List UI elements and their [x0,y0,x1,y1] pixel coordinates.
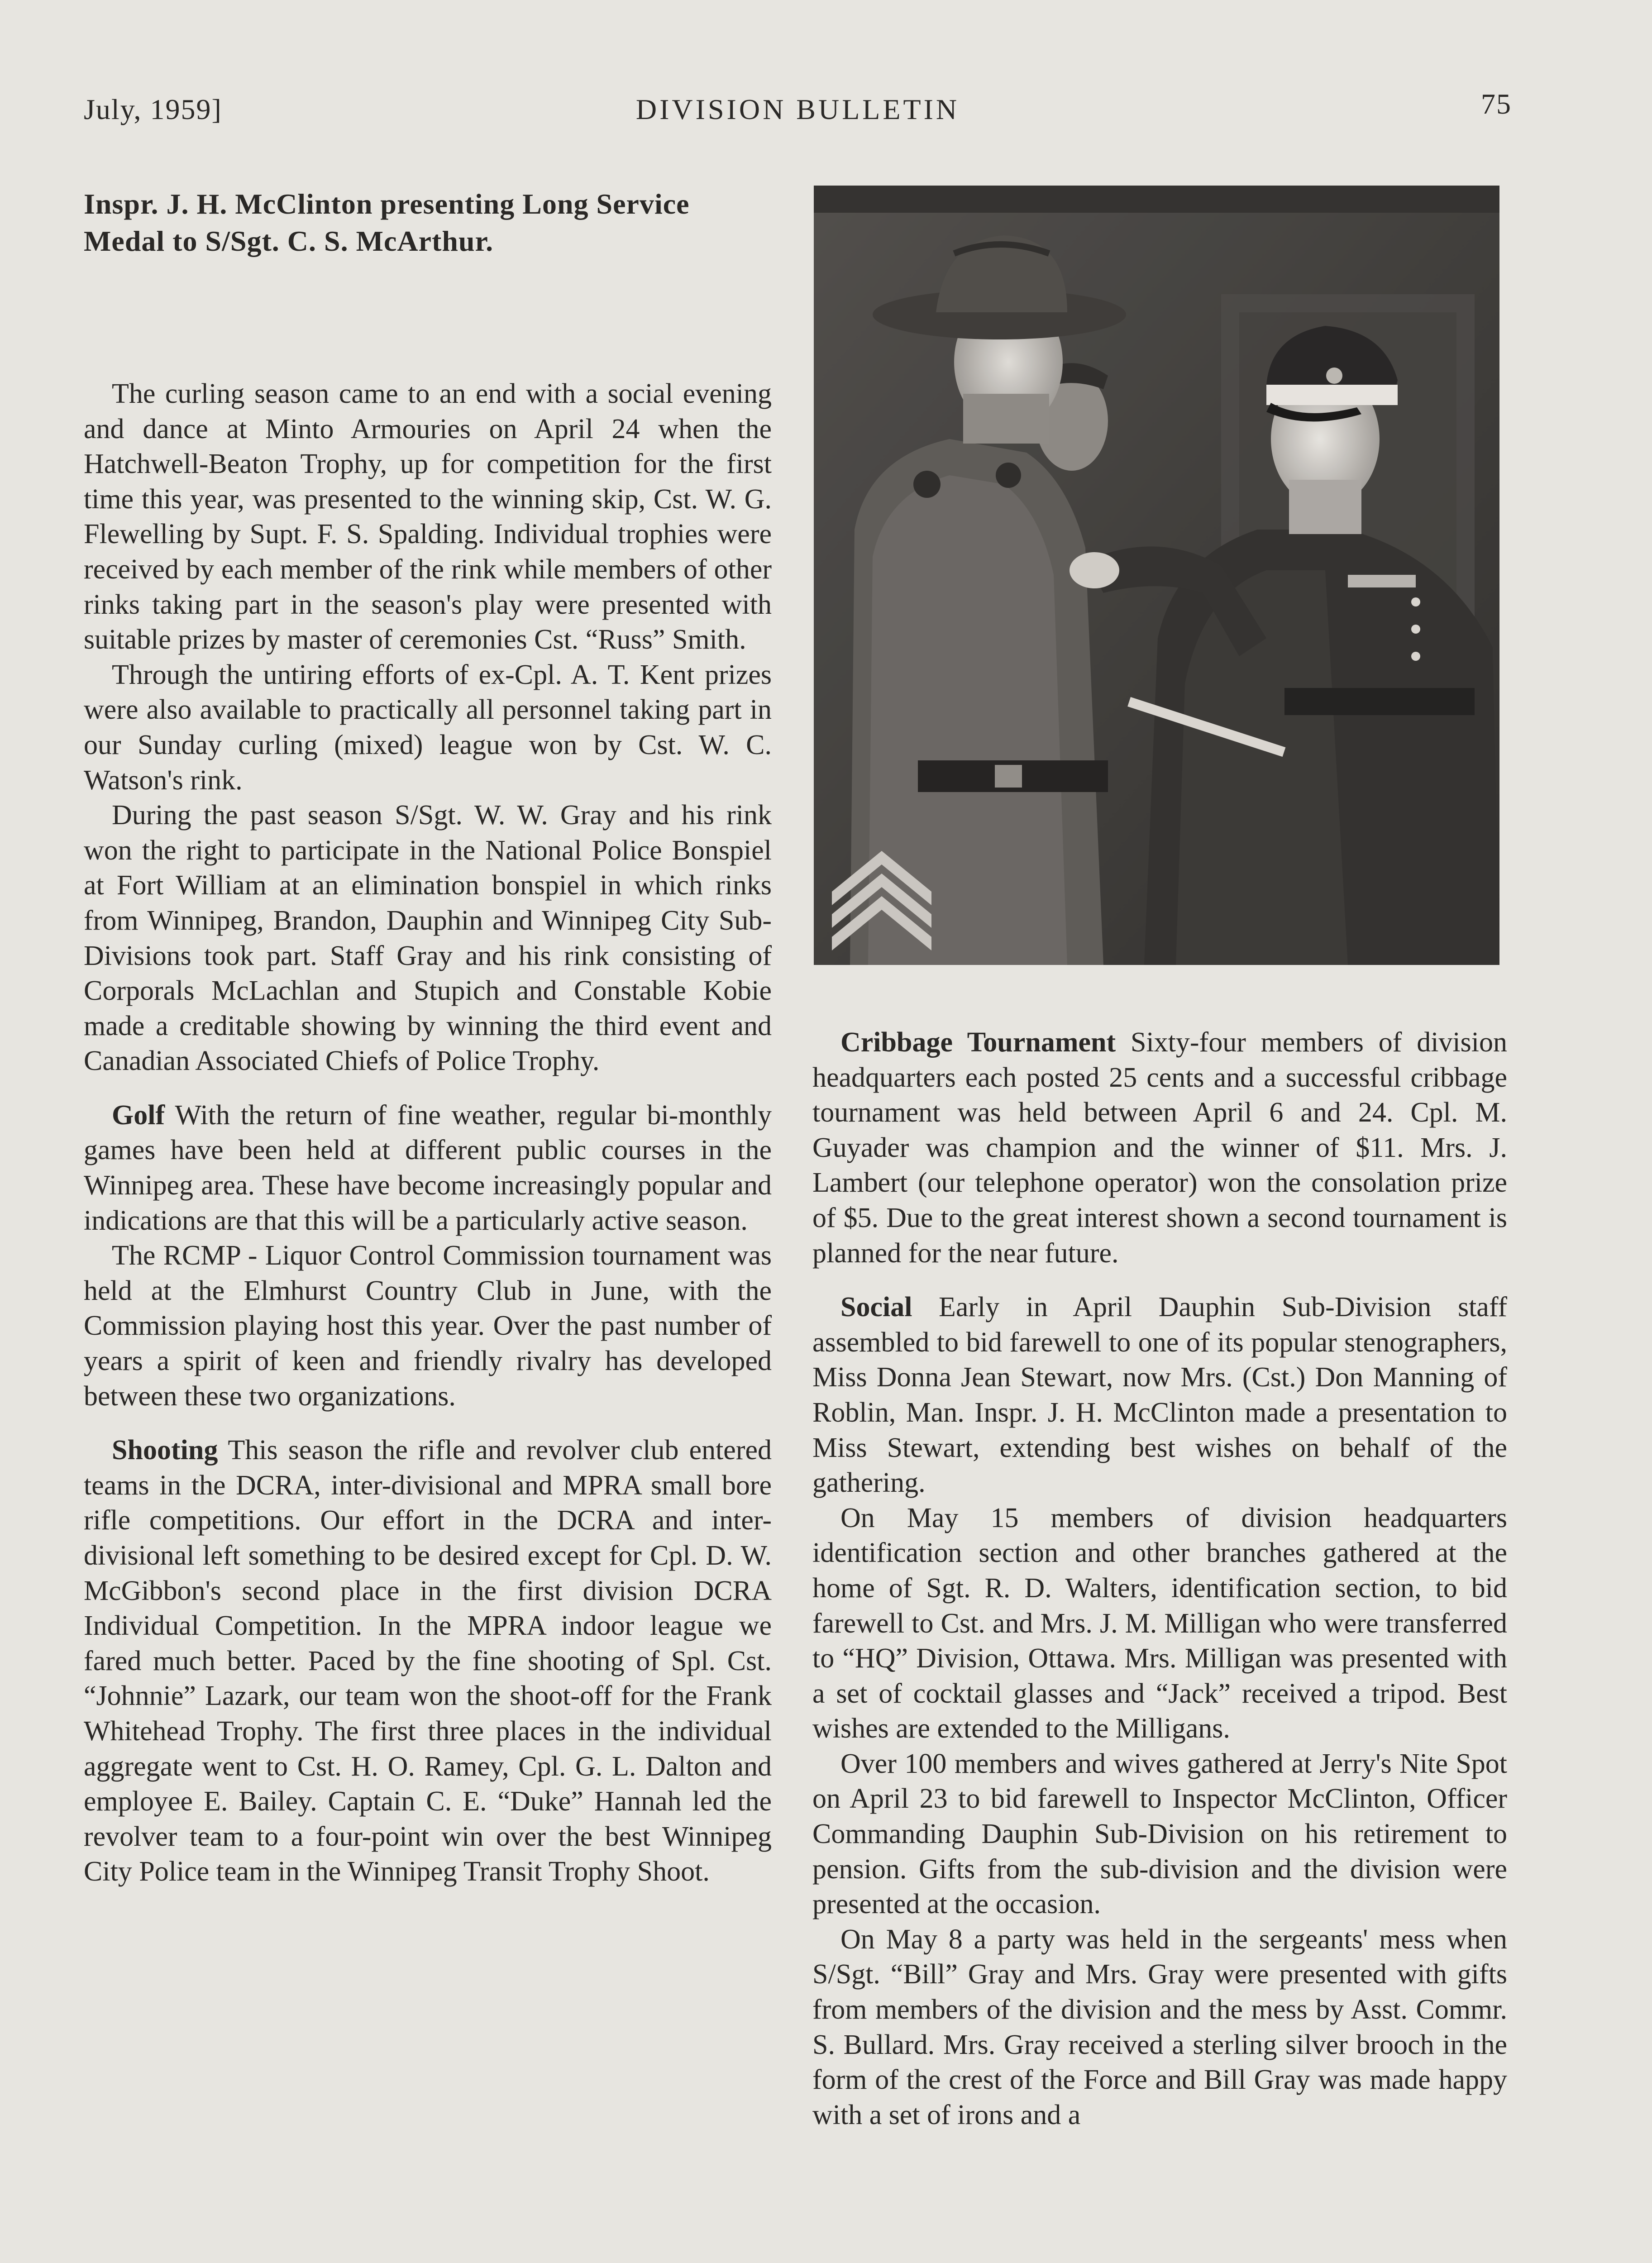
golf-section [84,1098,772,1238]
photo-illustration [814,186,1499,965]
page-number: 75 [1481,88,1512,120]
cribbage-heading: Cribbage Tournament [840,1027,1116,1058]
rcmp-lcc-paragraph: The RCMP - Liquor Control Commission tournament was held at the Elmhurst Country Club in June, with the Commission playing host this year. Over the past number of years a spirit of keen and friendly rivalry has developed between these two organizations. [84,1240,772,1412]
medal-presentation-photo [814,186,1499,965]
issue-date: July, 1959] [84,93,222,125]
shooting-section [84,1433,772,1890]
left-column [84,377,772,1890]
publication-title: DIVISION BULLETIN [635,93,960,125]
social-text: Early in April Dauphin Sub-Division staff assembled to bid farewell to one of its popular stenographers, Miss Donna Jean Stewart, now Mrs. (Cst.) Don Manning of Roblin, Man. Inspr. J. H. McClinton made a presentation to Miss Stewart, extending best wishes on behalf of the gathering. [812,1292,1507,1499]
golf-text: With the return of fine weather, regular bi-monthly games have been held at different public courses in the Winnipeg area. These have become increasingly popular and indications are that this will be a particularly active season. [84,1099,772,1236]
milligan-paragraph: On May 15 members of division headquarters identification section and other branches gathered at the home of Sgt. R. D. Walters, identification section, to bid farewell to Cst. and Mrs. J. M. Milligan who were transferred to “HQ” Division, Ottawa. Mrs. Milligan was presented with a set of cocktail glasses and “Jack” received a tripod. Best wishes are extended to the Milligans. [812,1502,1507,1744]
social-section [812,1290,1507,1501]
right-column [812,1025,1507,2133]
photo-caption: Inspr. J. H. McClinton presenting Long Service Medal to S/Sgt. C. S. McArthur. [84,188,690,257]
bonspiel-paragraph: During the past season S/Sgt. W. W. Gray and his rink won the right to participate in the National Police Bonspiel at Fort William at an elimination bonspiel in which rinks from Winnipeg, Brandon, Dauphin and Winnipeg City Sub-Divisions took part. Staff Gray and his rink consisting of Corporals McLachlan and Stupich and Constable Kobie made a creditable showing by winning the third event and Canadian Associated Chiefs of Police Trophy. [84,800,772,1077]
cribbage-section [812,1025,1507,1271]
curling-prizes-paragraph: Through the untiring efforts of ex-Cpl. A. T. Kent prizes were also available to practically all personnel taking part in our Sunday curling (mixed) league won by Cst. W. C. Watson's rink. [84,659,772,796]
curling-paragraph: The curling season came to an end with a social evening and dance at Minto Armouries on April 24 when the Hatchwell-Beaton Trophy, up for competition for the first time this year, was presented to the winning skip, Cst. W. G. Flewelling by Supt. F. S. Spalding. Individual trophies were received by each member of the rink while members of other rinks taking part in the season's play were presented with suitable prizes by master of ceremonies Cst. “Russ” Smith. [84,378,772,655]
running-header [84,88,1512,134]
social-heading: Social [840,1292,912,1323]
gray-party-paragraph: On May 8 a party was held in the sergeants' mess when S/Sgt. “Bill” Gray and Mrs. Gray were presented with gifts from members of the division and the mess by Asst. Commr. S. Bullard. Mrs. Gray received a sterling silver brooch in the form of the crest of the Force and Bill Gray was made happy with a set of irons and a [812,1924,1507,2130]
mcclinton-farewell-paragraph: Over 100 members and wives gathered at Jerry's Nite Spot on April 23 to bid farewell to Inspector McClinton, Officer Commanding Dauphin Sub-Division on his retirement to pension. Gifts from the sub-division and the division were presented at the occasion. [812,1748,1507,1920]
shooting-heading: Shooting [112,1435,218,1466]
shooting-text: This season the rifle and revolver club entered teams in the DCRA, inter-divisional and MPRA small bore rifle competitions. Our effort in the DCRA and inter-divisional left something to be desired except for Cpl. D. W. McGibbon's second place in the first division DCRA Individual Competition. In the MPRA indoor league we fared much better. Paced by the fine shooting of Spl. Cst. “Johnnie” Lazark, our team won the shoot-off for the Frank Whitehead Trophy. The first three places in the individual aggregate went to Cst. H. O. Ramey, Cpl. G. L. Dalton and employee E. Bailey. Captain C. E. “Duke” Hannah led the revolver team to a four-point win over the best Winnipeg City Police team in the Winnipeg Transit Trophy Shoot. [84,1435,772,1887]
golf-heading: Golf [112,1099,165,1131]
cribbage-text: Sixty-four members of division headquarters each posted 25 cents and a successful cribbage tournament was held between April 6 and 24. Cpl. M. Guyader was champion and the winner of $11. Mrs. J. Lambert (our telephone operator) won the consolation prize of $5. Due to the great interest shown a second tournament is planned for the near future. [812,1027,1508,1269]
